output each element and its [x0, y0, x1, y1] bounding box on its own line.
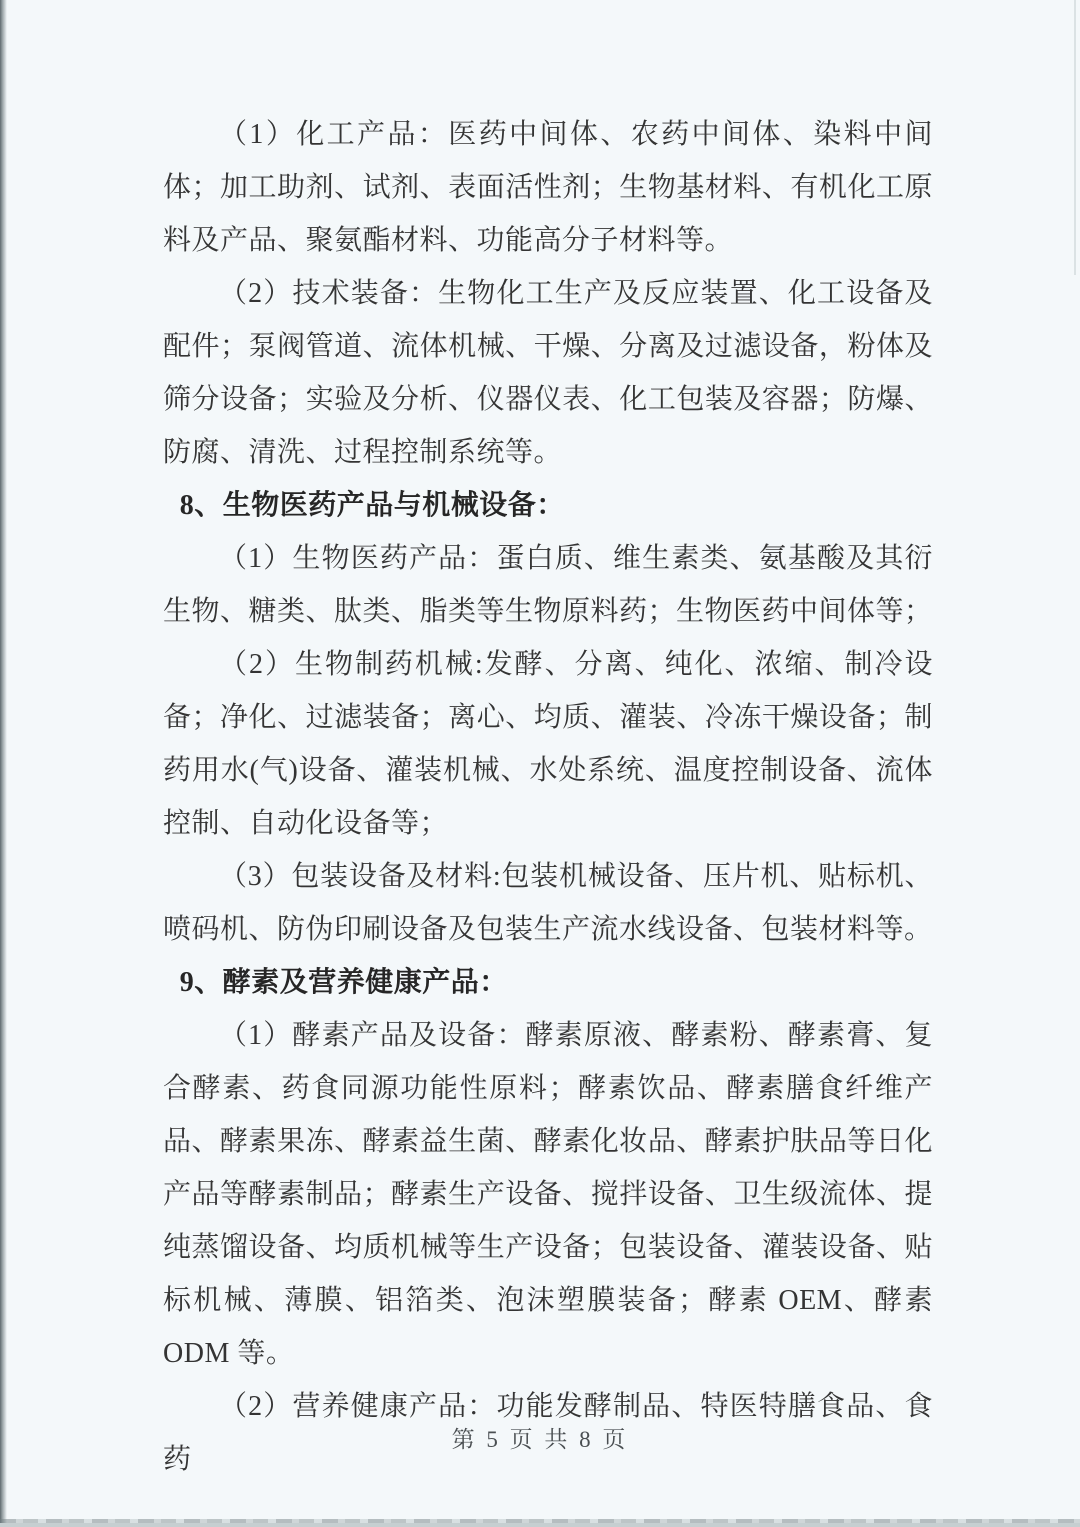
paragraph-enzyme-products-equipment: （1）酵素产品及设备：酵素原液、酵素粉、酵素膏、复合酵素、药食同源功能性原料；酵素饮品、酵素膳食纤维产品、酵素果冻、酵素益生菌、酵素化妆品、酵素护肤品等日化产品等酵素制品；酵素生产设备、搅拌设备、卫生级流体、提纯蒸馏设备、均质机械等生产设备；包装设备、灌装设备、贴标机械、薄膜、铝箔类、泡沫塑膜装备；酵素 OEM、酵素 ODM 等。 — [163, 1020, 933, 1369]
scan-edge-right — [1074, 0, 1076, 275]
paragraph-technical-equipment: （2）技术装备：生物化工生产及反应装置、化工设备及配件；泵阀管道、流体机械、干燥、分离及过滤设备，粉体及筛分设备；实验及分析、仪器仪表、化工包装及容器；防爆、防腐、清洗、过程控制系统等。 — [163, 278, 933, 468]
paragraph-biomedicine-products: （1）生物医药产品：蛋白质、维生素类、氨基酸及其衍生物、糖类、肽类、脂类等生物原料药；生物医药中间体等； — [163, 543, 933, 627]
page-footer — [0, 1426, 1080, 1454]
page-number-label: 第 5 页 共 8 页 — [451, 1427, 629, 1452]
paragraph-biopharma-machinery: （2）生物制药机械:发酵、分离、纯化、浓缩、制冷设备；净化、过滤装备；离心、均质、灌装、冷冻干燥设备；制药用水(气)设备、灌装机械、水处系统、温度控制设备、流体控制、自动化设备等； — [163, 649, 933, 839]
scan-edge-left — [0, 0, 7, 1527]
paragraph-chemical-products: （1）化工产品：医药中间体、农药中间体、染料中间体；加工助剂、试剂、表面活性剂；生物基材料、有机化工原料及产品、聚氨酯材料、功能高分子材料等。 — [163, 119, 933, 256]
heading-section-9-enzyme-nutrition: 9、酵素及营养健康产品： — [179, 967, 508, 998]
scan-edge-bottom-shadow — [0, 1523, 1080, 1527]
paragraph-packaging-equipment-materials: （3）包装设备及材料:包装机械设备、压片机、贴标机、喷码机、防伪印刷设备及包装生产流水线设备、包装材料等。 — [163, 861, 933, 945]
document-body — [163, 108, 933, 1486]
paragraph-nutrition-health-products: （2）营养健康产品：功能发酵制品、特医特膳食品、食药 — [163, 1391, 933, 1475]
heading-section-8-biomedicine: 8、生物医药产品与机械设备： — [179, 490, 565, 521]
